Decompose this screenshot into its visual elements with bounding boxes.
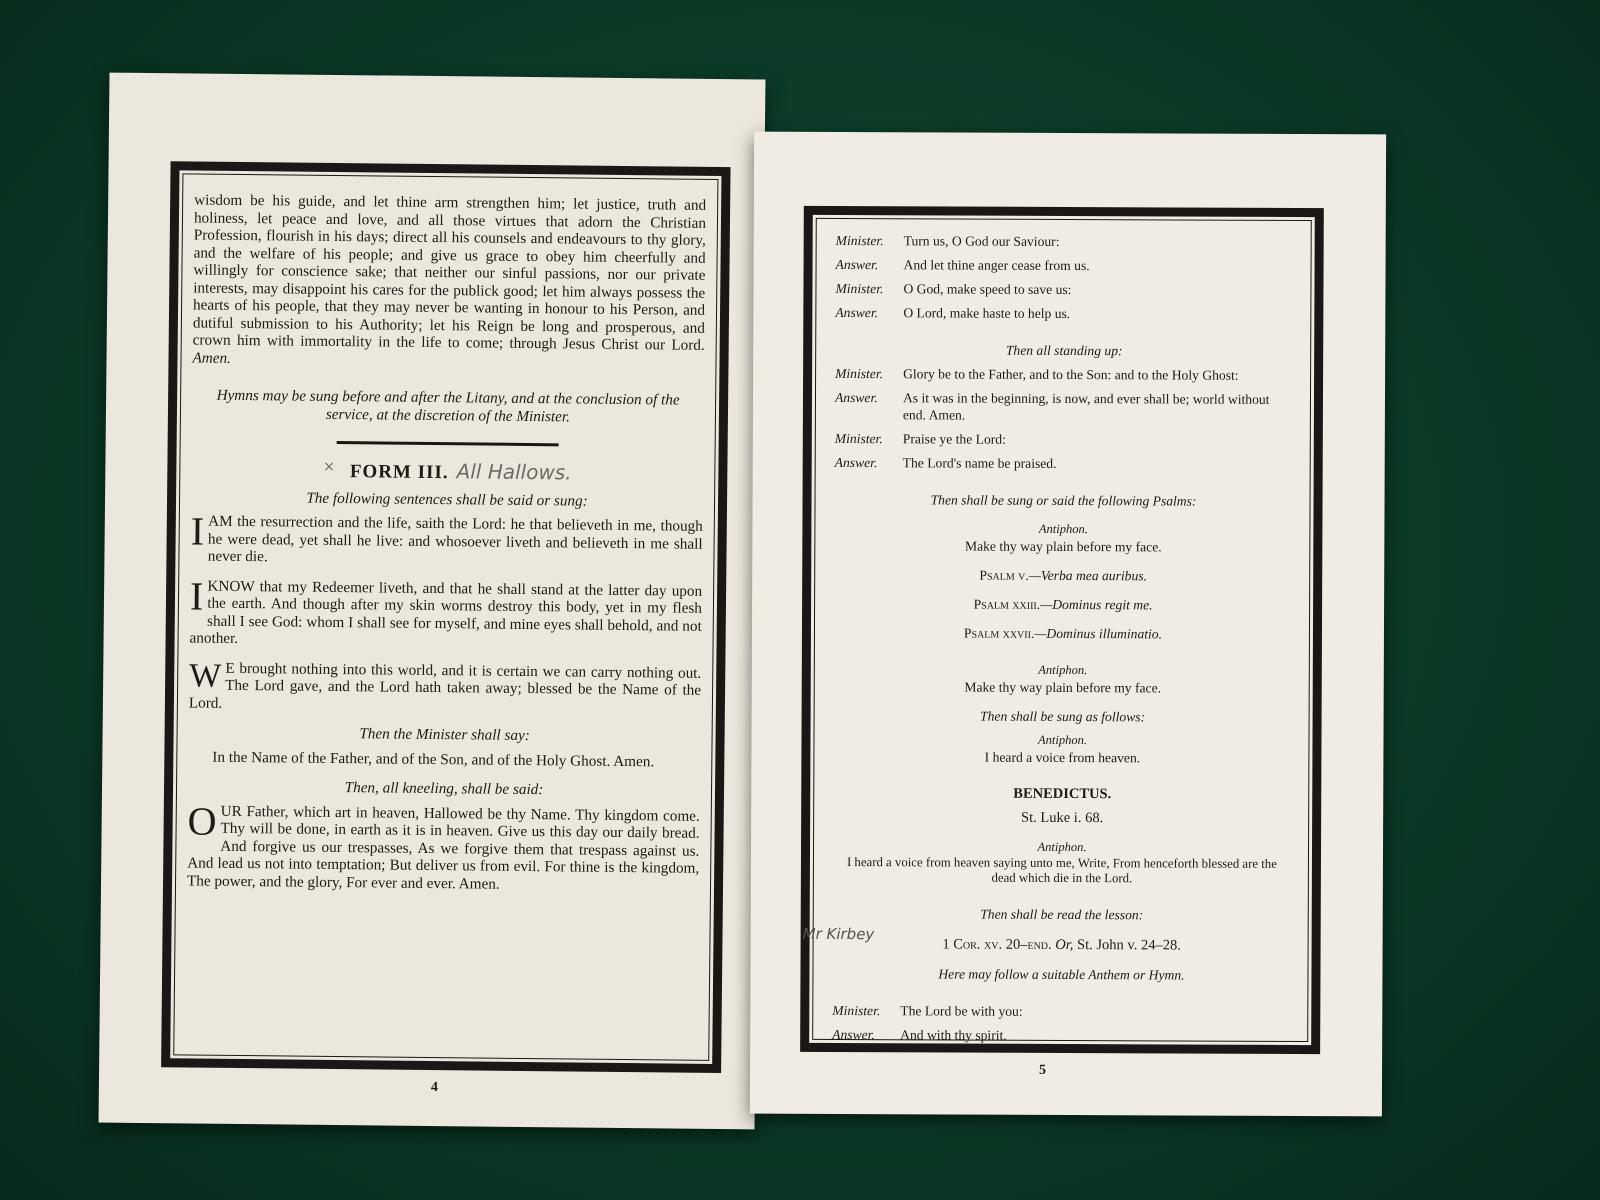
versicles-closing	[832, 1002, 1290, 1045]
page-number: 4	[430, 1080, 438, 1096]
antiphon-label: Antiphon.	[1037, 839, 1087, 855]
standing-rubric: Then all standing up:	[1005, 342, 1123, 359]
sentence-redeemer: IKNOW that my Redeemer liveth, and that he shall stand at the latter day upon the earth. And though after my skin worms destroy this body, yet in my flesh shall I see God: whom I shall see for myself, and mine eyes shall behold, and not another.	[189, 572, 703, 647]
antiphon-label: Antiphon.	[1037, 732, 1088, 748]
psalm-line: Psalm v.—Verba mea auribus.	[979, 567, 1148, 584]
versicle-line: Answer. As it was in the beginning, is now, and ever shall be; world without end. Amen.	[834, 389, 1270, 423]
psalm-line: Psalm xxiii.—Dominus regit me.	[973, 596, 1153, 613]
versicle-line: Minister. Turn us, O God our Saviour:	[835, 232, 1060, 249]
drop-cap: W	[189, 656, 222, 695]
sung-follows-rubric: Then shall be sung as follows:	[980, 708, 1146, 725]
right-page	[750, 132, 1386, 1117]
versicles-opening	[835, 232, 1293, 323]
drop-cap: I	[189, 572, 204, 619]
lords-prayer: OUR Father, which art in heaven, Hallowed be thy Name. Thy kingdom come. Thy will be done, in earth as it is in heaven. Give us this day our daily bread. And forgive us our trespasses, As we forgive them that trespass against us. And lead us not into temptation; But deliver us from evil. For thine is the kingdom, The power, and the glory, For ever and ever. Amen.	[186, 797, 700, 893]
kneeling-rubric: Then, all kneeling, shall be said:	[344, 779, 544, 799]
handwritten-annotation: All Hallows.	[456, 459, 572, 485]
versicle-line: Minister. O God, make speed to save us:	[835, 280, 1072, 298]
section-divider	[337, 441, 559, 446]
sentence-resurrection: IAM the resurrection and the life, saith the Lord: he that believeth in me, though he were dead, yet shall he live: and whosoever liveth and believeth in me shall never die.	[190, 508, 703, 566]
form-title	[191, 460, 703, 486]
anthem-rubric: Here may follow a suitable Anthem or Hymn.	[938, 966, 1185, 983]
benedictus-reference: St. Luke i. 68.	[1021, 809, 1104, 827]
antiphon-text: I heard a voice from heaven.	[984, 749, 1141, 766]
versicle-line: Answer. O Lord, make haste to help us.	[835, 304, 1071, 322]
lesson-rubric: Then shall be read the lesson:	[980, 906, 1144, 923]
versicle-line: Answer. The Lord's name be praised.	[834, 454, 1057, 471]
benedictus-heading: BENEDICTUS.	[1013, 785, 1112, 803]
drop-cap: I	[190, 508, 205, 554]
antiphon-text: I heard a voice from heaven saying unto me, Write, From henceforth blessed are the dead which die in the Lord.	[846, 855, 1277, 886]
handwritten-signature: Mr Kirbey	[802, 924, 875, 944]
versicle-line: Minister. Praise ye the Lord:	[834, 430, 1006, 447]
drop-cap: O	[187, 797, 217, 844]
antiphon-label: Antiphon.	[1038, 662, 1088, 678]
versicle-line: Answer. And let thine anger cease from us.	[835, 256, 1090, 274]
hymns-note: Hymns may be sung before and after the Litany, and at the conclusion of the service, at the discretion of the Minister.	[216, 386, 680, 425]
antiphon-label: Antiphon.	[1038, 521, 1088, 537]
versicles-gloria	[835, 365, 1293, 473]
right-page-content	[802, 232, 1294, 1045]
lesson-reference: Mr Kirbey 1 Cor. xv. 20–end. Or, St. John v. 24–28.	[802, 924, 1181, 954]
versicle-line: Minister. The Lord be with you:	[832, 1002, 1023, 1019]
page-number: 5	[1039, 1062, 1047, 1078]
versicle-line: Minister. Glory be to the Father, and to the Son: and to the Holy Ghost:	[835, 365, 1239, 383]
left-page	[99, 73, 766, 1130]
psalm-line: Psalm xxvii.—Dominus illuminatio.	[963, 625, 1163, 642]
left-page-content	[187, 191, 706, 894]
versicle-line: Answer. And with thy spirit.	[832, 1026, 1007, 1043]
antiphon-text: Make thy way plain before my face.	[964, 538, 1162, 555]
prayer-continuation: wisdom be his guide, and let thine arm strengthen him; let justice, truth and holiness, let peace and love, and all those virtues that adorn the Christian Profession, flourish in his days; direct all his counsels and endeavours to thy glory, and the welfare of his people; and give us grace to obey him cheerfully and willingly for conscience sake; that neither our sinful passions, nor our private interests, may disappoint his cares for the publick good; let him always possess the hearts of his people, that they may never be wanting in honour to his Person, and dutiful submission to his Authority; let his Reign be long and prosperous, and crown him with immortality in the life to come; through Jesus Christ our Lord. Amen.	[192, 191, 707, 367]
minister-say-rubric: Then the Minister shall say:	[359, 725, 530, 745]
sentences-heading: The following sentences shall be said or sung:	[306, 489, 588, 510]
psalms-rubric: Then shall be sung or said the following Psalms:	[930, 492, 1197, 509]
sentence-nothing: W E brought nothing into this world, and it is certain we can carry nothing out. The Lord gave, and the Lord hath taken away; blessed be the Name of the Lord.	[188, 656, 702, 712]
form-title-text: FORM III.	[349, 461, 449, 484]
invocation: In the Name of the Father, and of the Son, and of the Holy Ghost. Amen.	[212, 748, 655, 770]
handwritten-cross-mark: ×	[323, 458, 337, 475]
antiphon-text: Make thy way plain before my face.	[964, 679, 1162, 696]
